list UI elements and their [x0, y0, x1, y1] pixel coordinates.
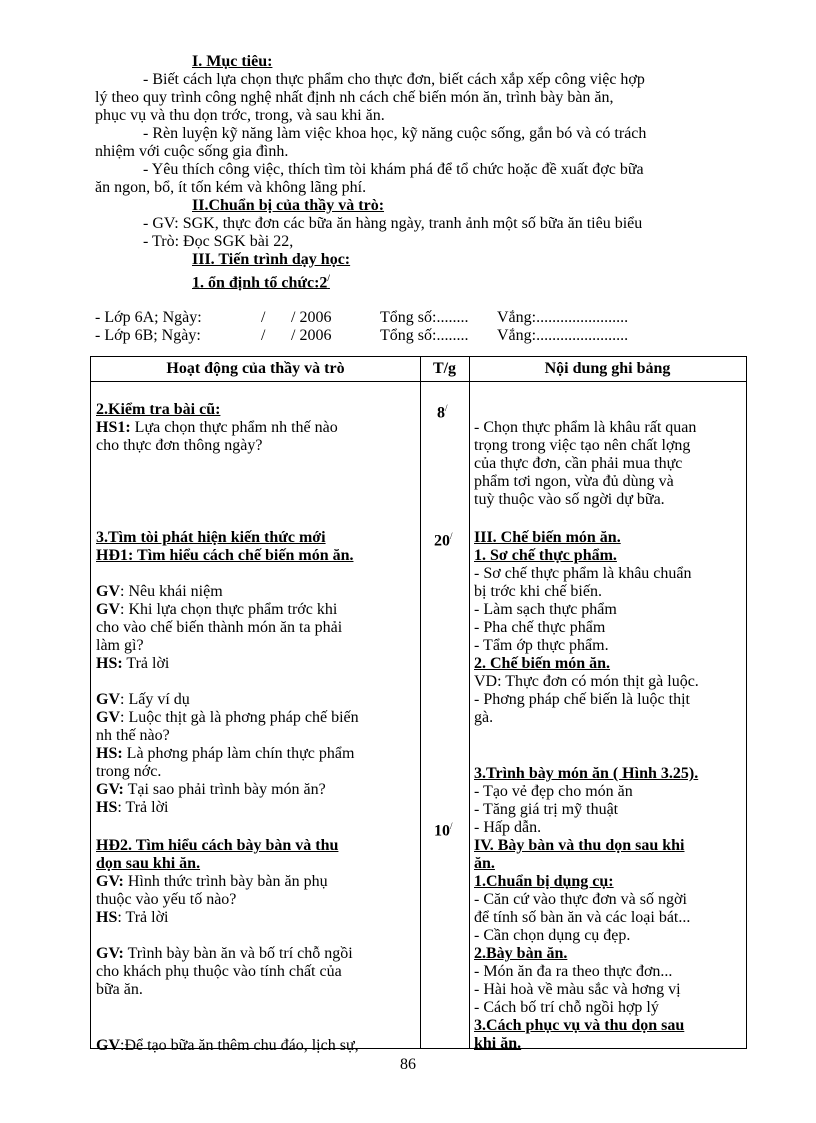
- hs1-question-line: cho thực đơn thông ngày?: [96, 437, 263, 454]
- content-line: - Chọn thực phẩm là khâu rất quan: [474, 419, 697, 436]
- objective-line: phục vụ và thu dọn trớc, trong, và sau khi ăn.: [95, 107, 385, 124]
- lesson-intro: [95, 53, 735, 292]
- gv-line: GV: Lấy ví dụ: [96, 691, 190, 708]
- iv3-title-line: khi ăn.: [474, 1035, 522, 1052]
- gv-line: GV: Khi lựa chọn thực phẩm trớc khi: [96, 601, 338, 618]
- objective-line: nhiệm với cuộc sống gia đình.: [95, 143, 289, 160]
- gv-line-cont: thuộc vào yếu tố nào?: [96, 891, 237, 908]
- attendance-row: [95, 327, 629, 345]
- gv-line-cont: bữa ăn.: [96, 981, 143, 998]
- total-count: Tổng số:........: [380, 327, 469, 344]
- hs-line-cont: trong nớc.: [96, 763, 162, 780]
- prep-tro: - Trò: Đọc SGK bài 22,: [143, 233, 294, 250]
- class-label: - Lớp 6A; Ngày:: [95, 309, 202, 326]
- iv3-title: 3.Cách phục vụ và thu dọn sau: [474, 1017, 685, 1034]
- hs-line: HS: Trả lời: [96, 909, 169, 926]
- content-line: - Căn cứ vào thực đơn và số ngời: [474, 891, 687, 908]
- sub1-time: 2: [319, 274, 328, 292]
- column-divider: [469, 357, 470, 1048]
- total-count: Tổng số:........: [380, 309, 469, 326]
- gv-line-cont: cho khách phụ thuộc vào tính chất của: [96, 963, 342, 980]
- s2-title: 2. Chế biến món ăn.: [474, 655, 611, 672]
- section3-title: III. Tiến trình dạy học:: [192, 251, 351, 268]
- header-time: T/g: [432, 360, 457, 377]
- objective-line: lý theo quy trình công nghệ nhất định nh cách chế biến món ăn, trình bày bàn ăn,: [95, 89, 614, 106]
- hd2-title-line: dọn sau khi ăn.: [96, 855, 201, 872]
- content-line: trọng trong việc tạo nên chất lợng: [474, 437, 691, 454]
- objective-line: - Biết cách lựa chọn thực phẩm cho thực đơn, biết cách xắp xếp công việc hợp: [143, 71, 645, 88]
- section2-title: II.Chuẩn bị của thầy và trò:: [192, 197, 385, 214]
- activity-column: [96, 401, 418, 1055]
- section1-title: I. Mục tiêu:: [192, 53, 273, 70]
- gv-line: GV: Luộc thịt gà là phơng pháp chế biến: [96, 709, 359, 726]
- gv-line: GV: Trình bày bàn ăn và bố trí chỗ ngồi: [96, 945, 353, 962]
- objective-line: ăn ngon, bổ, ít tốn kém và không lãng phí.: [95, 179, 367, 196]
- iv-title: IV. Bày bàn và thu dọn sau khi: [474, 837, 685, 854]
- content-line: - Làm sạch thực phẩm: [474, 601, 617, 618]
- date-slash: /: [261, 327, 266, 344]
- content-line: - Món ăn đa ra theo thực đơn...: [474, 963, 673, 980]
- gv-line: GV:Để tạo bữa ăn thêm chu đáo, lịch sự,: [96, 1037, 359, 1054]
- content-line: - Pha chế thực phẩm: [474, 619, 606, 636]
- content-line: gà.: [474, 709, 494, 726]
- absent-count: Vắng:.......................: [497, 309, 629, 326]
- s1-title: 1. Sơ chế thực phẩm.: [474, 547, 617, 564]
- gv-line: GV: Hình thức trình bày bàn ăn phụ: [96, 873, 328, 890]
- gv-line: GV: Nêu khái niệm: [96, 583, 223, 600]
- hd1-title: HĐ1: Tìm hiểu cách chế biến món ăn.: [96, 547, 354, 564]
- iv-title-line: ăn.: [474, 855, 495, 872]
- discovery-title: 3.Tìm tòi phát hiện kiến thức mới: [96, 529, 326, 546]
- objective-line: - Rèn luyện kỹ năng làm việc khoa học, kỹ năng cuộc sống, gắn bó và có trách: [143, 125, 647, 142]
- content-line: - Sơ chế thực phẩm là khâu chuẩn: [474, 565, 692, 582]
- content-line: - Cần chọn dụng cụ đẹp.: [474, 927, 631, 944]
- time-mark: /: [327, 273, 330, 283]
- objective-line: - Yêu thích công việc, thích tìm tòi khám phá để tổ chức hoặc đề xuất đợc bữa: [143, 161, 644, 178]
- content-line: để tính số bàn ăn và các loại bát...: [474, 909, 691, 926]
- date-year: / 2006: [291, 327, 332, 344]
- time-value: 20/: [434, 531, 453, 550]
- column-divider: [420, 357, 421, 1048]
- date-slash: /: [261, 309, 266, 326]
- time-value: 8/: [437, 403, 448, 422]
- gv-line-cont: cho vào chế biến thành món ăn ta phải: [96, 619, 343, 636]
- section3-sub1: 1. ổn định tổ chức:2/: [192, 273, 330, 292]
- content-line: VD: Thực đơn có món thịt gà luộc.: [474, 673, 699, 690]
- content-line: - Cách bố trí chỗ ngồi hợp lý: [474, 999, 659, 1016]
- attendance-row: [95, 309, 629, 327]
- content-line: phẩm tơi ngon, vừa đủ dùng và: [474, 473, 674, 490]
- page-number: 86: [400, 1056, 416, 1073]
- prep-gv: - GV: SGK, thực đơn các bữa ăn hàng ngày, tranh ảnh một số bữa ăn tiêu biểu: [143, 215, 643, 232]
- content-line: bị trớc khi chế biến.: [474, 583, 602, 600]
- absent-count: Vắng:.......................: [497, 327, 629, 344]
- iv1-title: 1.Chuẩn bị dụng cụ:: [474, 873, 614, 890]
- content-line: của thực đơn, cần phải mua thực: [474, 455, 683, 472]
- date-year: / 2006: [291, 309, 332, 326]
- gv-line-cont: nh thế nào?: [96, 727, 170, 744]
- class-label: - Lớp 6B; Ngày:: [95, 327, 201, 344]
- iv2-title: 2.Bày bàn ăn.: [474, 945, 568, 962]
- hs1-question: HS1: Lựa chọn thực phẩm nh thế nào: [96, 419, 338, 436]
- hs-line: HS: Trả lời: [96, 799, 169, 816]
- hs-line: HS: Là phơng pháp làm chín thực phẩm: [96, 745, 355, 762]
- hd2-title: HĐ2. Tìm hiểu cách bày bàn và thu: [96, 837, 339, 854]
- gv-line: GV: Tại sao phải trình bày món ăn?: [96, 781, 326, 798]
- content-column: [474, 419, 744, 1053]
- content-line: - Phơng pháp chế biến là luộc thịt: [474, 691, 690, 708]
- content-line: tuỳ thuộc vào số ngời dự bữa.: [474, 491, 665, 508]
- header-divider: [91, 381, 746, 382]
- content-line: - Hấp dẫn.: [474, 819, 542, 836]
- content-line: - Hài hoà về màu sắc và hơng vị: [474, 981, 681, 998]
- content-line: - Tẩm ớp thực phẩm.: [474, 637, 609, 654]
- iii-title: III. Chế biến món ăn.: [474, 529, 621, 546]
- gv-line-cont: làm gì?: [96, 637, 144, 654]
- content-line: - Tăng giá trị mỹ thuật: [474, 801, 619, 818]
- time-value: 10/: [434, 821, 453, 840]
- header-content: Nội dung ghi bảng: [544, 360, 671, 377]
- content-line: - Tạo vẻ đẹp cho món ăn: [474, 783, 633, 800]
- s3-title: 3.Trình bày món ăn ( Hình 3.25).: [474, 765, 699, 782]
- header-activity: Hoạt động của thầy và trò: [166, 360, 345, 377]
- hs-line: HS: Trả lời: [96, 655, 170, 672]
- lesson-table: [90, 356, 747, 1054]
- check-old-lesson-title: 2.Kiểm tra bài cũ:: [96, 401, 221, 418]
